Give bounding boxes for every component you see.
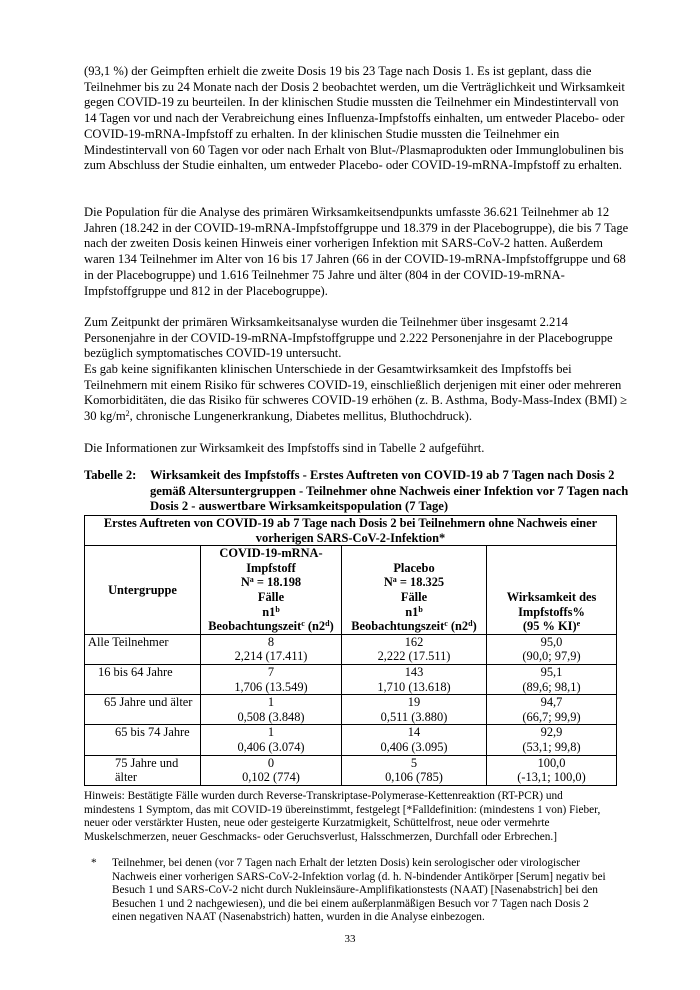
row-efficacy: 95,1 (89,6; 98,1): [487, 664, 617, 694]
risk-text-1: Es gab keine signifikanten klinischen Unterschiede in der Gesamtwirksamkeit des Impfstoffs bei Teilnehmern mit einem Risiko für schweres COVID-19, einschließlich derjenigen mit einer oder mehreren Komorbiditäten, die das Risiko für schweres COVID-19 erhöhen (z. B. Asthma, Body-Mass-Index (BMI) ≥ 30 kg/m: [84, 362, 628, 424]
table-row: [85, 695, 617, 725]
efficacy-line-1: Wirksamkeit des: [506, 589, 597, 604]
footnote-star-marker: *: [91, 857, 97, 869]
footnote-hinweis: Hinweis: Bestätigte Fälle wurden durch Reverse-Transkriptase-Polymerase-Kettenreaktion (RT-PCR) und mindestens 1 Symptom, das mit COVID-19 übereinstimmt, festgelegt [*Falldefinition: (mindestens 1 von) Fieber, neuer oder verstärkter Husten, neue oder gesteigerte Kurzatmigkeit, Schüttelfrost, neue oder vermehrte Muskelschmerzen, neuer Geschmacks- oder Geruchsverlust, Halsschmerzen, Durchfall oder Erbrechen.]: [84, 790, 601, 843]
header-placebo: [342, 546, 487, 635]
paragraph-person-years: Zum Zeitpunkt der primären Wirksamkeitsanalyse wurden die Teilnehmer über insgesamt 2.214 Personenjahre in der COVID-19-mRNA-Impfstoffgruppe und 2.222 Personenjahre in der Placebogruppe bezüglich symptomatisches COVID-19 untersucht.: [84, 315, 613, 361]
table-row: [85, 725, 617, 755]
row-subgroup: 65 bis 74 Jahre: [85, 725, 201, 755]
table-caption: [84, 468, 632, 515]
table-row: [85, 755, 617, 785]
table-row: [85, 634, 617, 664]
footnote-star: [84, 857, 616, 925]
placebo-n: $N^a = 18.325$: [383, 575, 445, 590]
efficacy-line-3: (95 % KI)$^e$: [522, 619, 581, 634]
row-placebo: 162 2,222 (17.511): [342, 634, 487, 664]
vaccine-obs-label: Beobachtungszeit$^c$ (n2$^d$): [208, 619, 334, 634]
paragraph-dosing: (93,1 %) der Geimpften erhielt die zweite Dosis 19 bis 23 Tage nach Dosis 1. Es ist geplant, dass die Teilnehmer bis zu 24 Monate nach der Dosis 2 beobachtet werden, um die Verträglichkeit und Wirksamkeit gegen COVID-19 zu beurteilen. In der klinischen Studie mussten die Teilnehmer ein Mindestintervall von 14 Tagen vor und nach der Verabreichung eines Influenza-Impfstoffs einhalten, um entweder Placebo- oder COVID-19-mRNA-Impfstoff zu erhalten. In der klinischen Studie mussten die Teilnehmer ein Mindestintervall von 60 Tagen vor oder nach Erhalt von Blut-/Plasmaprodukten oder Immunglobulinen bis zum Abschluss der Studie einhalten, um entweder Placebo- oder COVID-19-mRNA-Impfstoff zu erhalten.: [84, 64, 625, 173]
table-column-header-row: [85, 546, 617, 635]
table-label: Tabelle 2:: [84, 468, 137, 482]
page-number: 33: [344, 933, 356, 945]
efficacy-table: [84, 515, 617, 786]
footnote-star-text: Teilnehmer, bei denen (vor 7 Tagen nach Erhalt der letzten Dosis) kein serologischer oder virologischer Nachweis einer vorherigen SARS-CoV-2-Infektion vorlag (d. h. N-bindender Antikörper [Serum] negativ bei Besuch 1 und SARS-CoV-2 nicht durch Nukleinsäure-Amplifikationstests (NAAT) [Nasenabstrich] bei den Besuchen 1 und 2 nachgewiesen), und die bei einem außerplanmäßigen Besuch vor 7 Tagen nach Dosis 2 einen negativen NAAT (Nasenabstrich) hatten, wurden in die Analyse einbezogen.: [112, 857, 606, 924]
paragraph-population: Die Population für die Analyse des primären Wirksamkeitsendpunkts umfasste 36.621 Teilnehmer ab 12 Jahren (18.242 in der COVID-19-mRNA-Impfstoffgruppe und 18.379 in der Placebogruppe), die bis 7 Tage nach der zweiten Dosis keinen Hinweis einer vorherigen Infektion mit SARS-CoV-2 hatten. Außerdem waren 134 Teilnehmer im Alter von 16 bis 17 Jahren (66 in der COVID-19-mRNA-Impfstoffgruppe und 68 in der Placebogruppe) und 1.616 Teilnehmer 75 Jahre und älter (804 in der COVID-19-mRNA-Impfstoffgruppe und 812 in der Placebogruppe).: [84, 205, 629, 298]
row-efficacy: 92,9 (53,1; 99,8): [487, 725, 617, 755]
placebo-name: Placebo: [393, 560, 435, 575]
placebo-obs-label: Beobachtungszeit$^c$ (n2$^d$): [351, 619, 477, 634]
row-vaccine: 7 1,706 (13.549): [201, 664, 342, 694]
row-vaccine: 0 0,102 (774): [201, 755, 342, 785]
row-efficacy: 94,7 (66,7; 99,9): [487, 695, 617, 725]
row-placebo: 5 0,106 (785): [342, 755, 487, 785]
risk-text-2: , chronische Lungenerkrankung, Diabetes mellitus, Bluthochdruck).: [129, 409, 473, 424]
row-placebo: 14 0,406 (3.095): [342, 725, 487, 755]
row-efficacy: 95,0 (90,0; 97,9): [487, 634, 617, 664]
header-efficacy: [487, 546, 617, 635]
header-vaccine: [201, 546, 342, 635]
table-span-header: Erstes Auftreten von COVID-19 ab 7 Tage nach Dosis 2 bei Teilnehmern ohne Nachweis einer vorherigen SARS-CoV-2-Infektion*: [85, 516, 617, 546]
row-subgroup: 16 bis 64 Jahre: [85, 664, 201, 694]
paragraph-table-reference: Die Informationen zur Wirksamkeit des Impfstoffs sind in Tabelle 2 aufgeführt.: [84, 441, 485, 455]
row-placebo: 143 1,710 (13.618): [342, 664, 487, 694]
row-vaccine: 1 0,406 (3.074): [201, 725, 342, 755]
table-row: [85, 664, 617, 694]
risk-superscript: 2: [125, 409, 130, 419]
row-vaccine: 1 0,508 (3.848): [201, 695, 342, 725]
placebo-cases-label: Fälle: [400, 589, 428, 604]
paragraph-risk-groups: [84, 362, 632, 425]
efficacy-line-2: Impfstoffs%: [518, 604, 585, 619]
row-subgroup: 65 Jahre und älter: [85, 695, 201, 725]
row-subgroup: Alle Teilnehmer: [85, 634, 201, 664]
row-vaccine: 8 2,214 (17.411): [201, 634, 342, 664]
row-efficacy: 100,0 (-13,1; 100,0): [487, 755, 617, 785]
placebo-n1-label: n1$^b$: [405, 604, 423, 619]
vaccine-n1-label: n1$^b$: [262, 604, 280, 619]
vaccine-name: COVID-19-mRNA-Impfstoff: [219, 546, 323, 575]
table-title: Wirksamkeit des Impfstoffs - Erstes Auftreten von COVID-19 ab 7 Tagen nach Dosis 2 gemäß Altersuntergruppen - Teilnehmer ohne Nachweis einer Infektion vor 7 Tagen nach Dosis 2 - auswertbare Wirksamkeitspopulation (7 Tage): [150, 468, 629, 513]
vaccine-n: $N^a = 18.198$: [240, 575, 302, 590]
table-span-header-row: [85, 516, 617, 546]
row-subgroup: 75 Jahre und älter: [85, 755, 201, 785]
row-placebo: 19 0,511 (3.880): [342, 695, 487, 725]
header-subgroup: Untergruppe: [85, 546, 201, 635]
vaccine-cases-label: Fälle: [257, 589, 285, 604]
